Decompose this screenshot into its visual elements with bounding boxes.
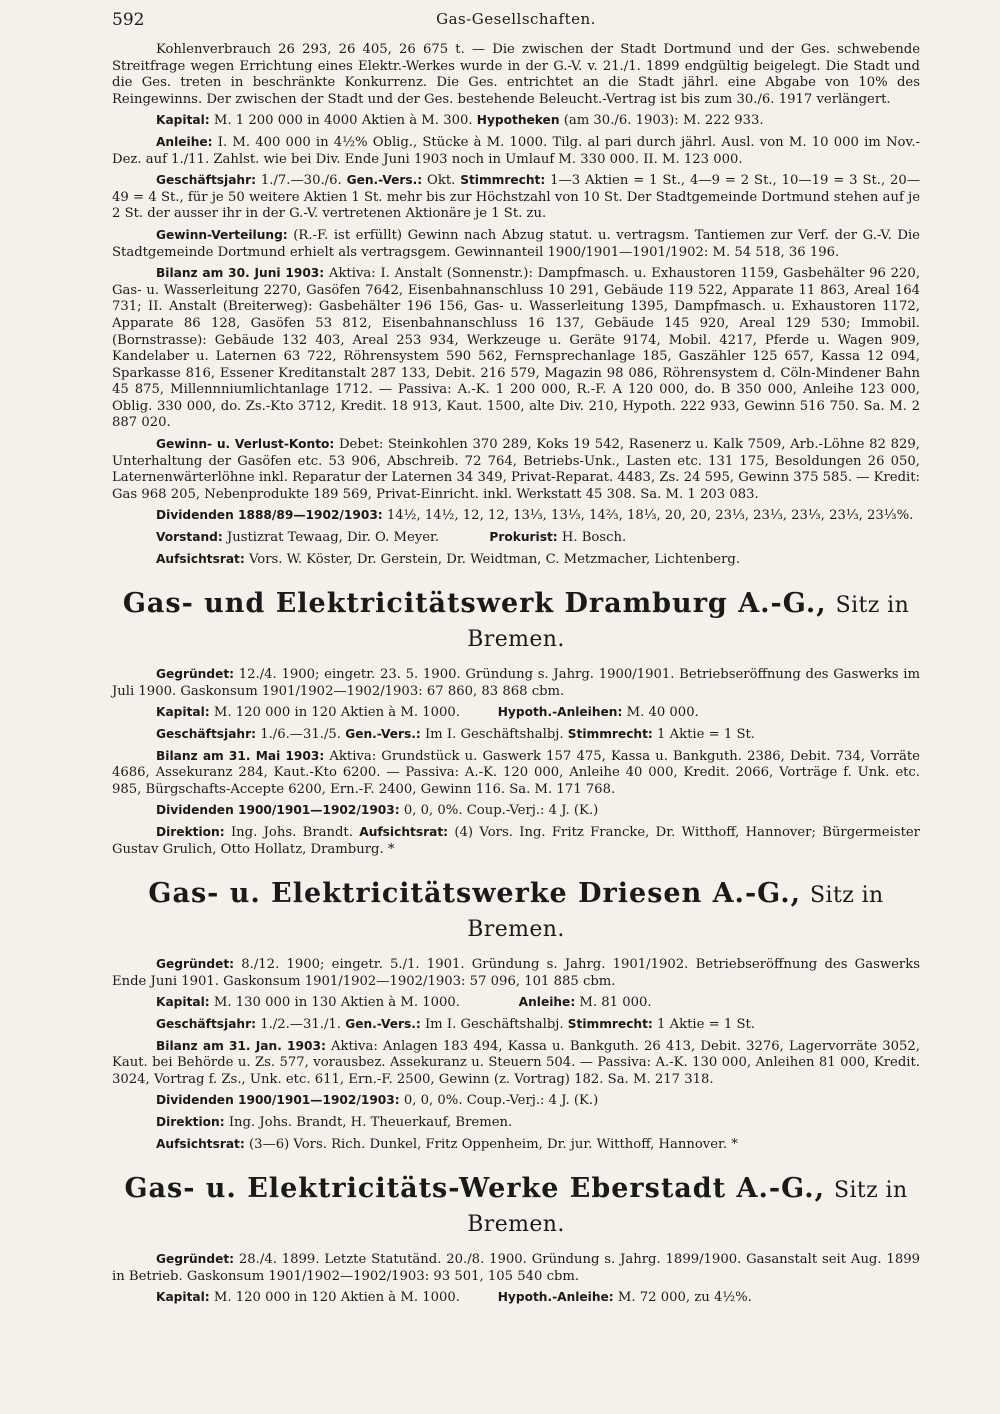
page-header [112,10,920,36]
driesen-balance: Bilanz am 31. Jan. 1903: Aktiva: Anlagen 183 494, Kassa u. Bankguth. 26 413, Debit. 3276, Lagervorräte 3052, Kaut. bei Behörde u. Zs. 577, vorausbez. Assekuranz u. Steuern 504. — Passiva: A.-K. 130 000, Anleihen 81 000, Kredit. 3024, Vortrag f. Zs., Unk. etc. 611, Ern.-F. 2500, Gewinn (z. Vortrag) 182. Sa. M. 217 318. [112,1038,921,1087]
company-heading-dramburg: Gas- und Elektricitätswerk Dramburg A.-G., Sitz in Bremen. [122,588,910,653]
entry-dividends: Dividenden 1888/89—1902/1903: 14½, 14½, 12, 12, 13⅓, 13⅓, 14⅔, 18⅓, 20, 20, 23⅓, 23⅓, 23⅓, 23⅓, 23⅓%. [156,508,914,524]
entry-profit-distribution: Gewinn-Verteilung: (R.-F. ist erfüllt) Gewinn nach Abzug statut. u. vertragsm. Tantiemen zur Verf. der G.-V. Die Stadtgemeinde Dortmund erhielt als vertragsgem. Gewinnanteil 1900/1901—1901/1902: M. 54 518, 36 196. [112,227,920,260]
running-head: Gas-Gesellschaften. [436,10,596,28]
entry-balance: Bilanz am 30. Juni 1903: Aktiva: I. Anstalt (Sonnenstr.): Dampfmasch. u. Exhaustoren 1159, Gasbehälter 96 220, Gas- u. Wasserleitung 2270, Gasöfen 7642, Eisenbahnanschluss 10 291, Gebäude 119 522, Apparate 11 863, Areal 164 731; II. Anstalt (Breiterweg): Gasbehälter 196 156, Gas- u. Wasserleitung 1395, Dampfmasch. u. Exhaustoren 1172, Apparate 86 128, Gasöfen 53 812, Eisenbahnanschluss 16 137, Gebäude 145 920, Areal 129 530; Immobil. (Bornstrasse): Gebäude 132 403, Areal 253 934, Werkzeuge u. Geräte 9174, Mobil. 4217, Pferde u. Wagen 909, Kandelaber u. Laternen 63 722, Röhrensystem 590 562, Fernsprechanlage 185, Gaszähler 125 657, Kassa 12 094, Sparkasse 816, Essener Kreditanstalt 287 133, Debit. 216 579, Magazin 98 086, Röhrensystem d. Cöln-Mindener Bahn 45 875, Millennniumlichtanlage 1712. — Passiva: A.-K. 1 200 000, R.-F. A 120 000, do. B 350 000, Anleihe 123 000, Oblig. 330 000, do. Zs.-Kto 3712, Kredit. 18 913, Kaut. 1500, alte Div. 210, Hypoth. 222 933, Gewinn 516 750. Sa. M. 2 887 020. [112,266,921,431]
dramburg-fiscal: Geschäftsjahr: 1./6.—31./5. Gen.-Vers.: Im I. Geschäftshalbj. Stimmrecht: 1 Aktie = 1 St. [156,727,755,742]
dramburg-capital: Kapital: M. 120 000 in 120 Aktien à M. 1000. Hypoth.-Anleihen: M. 40 000. [156,705,699,721]
entry-intro: Kohlenverbrauch 26 293, 26 405, 26 675 t. — Die zwischen der Stadt Dortmund und der Ges. schwebende Streitfrage wegen Errichtung eines Elektr.-Werkes wurde in der G.-V. v. 21./1. 1899 endgültig beigelegt. Die Stadt und die Ges. treten in beschränkte Konkurrenz. Die Ges. entrichtet an die Stadt jährl. eine Abgabe von 10% des Reingewinns. Der zwischen der Stadt und der Ges. bestehende Beleucht.-Vertrag ist bis zum 30./6. 1917 verlängert. [112,42,920,107]
entry-capital: Kapital: M. 1 200 000 in 4000 Aktien à M. 300. Hypotheken (am 30./6. 1903): M. 222 933. [156,113,764,129]
company-heading-eberstadt: Gas- u. Elektricitäts-Werke Eberstadt A.-G., Sitz in Bremen. [124,1173,908,1238]
company-heading-driesen: Gas- u. Elektricitätswerke Driesen A.-G., Sitz in Bremen. [148,878,884,943]
entry-board: Vorstand: Justizrat Tewaag, Dir. O. Meyer. Prokurist: H. Bosch. [156,530,627,546]
driesen-capital: Kapital: M. 130 000 in 130 Aktien à M. 1000. Anleihe: M. 81 000. [156,995,652,1011]
driesen-dividends: Dividenden 1900/1901—1902/1903: 0, 0, 0%. Coup.-Verj.: 4 J. (K.) [156,1093,599,1109]
entry-bond: Anleihe: I. M. 400 000 in 4½% Oblig., Stücke à M. 1000. Tilg. al pari durch jährl. Ausl. von M. 10 000 im Nov.-Dez. auf 1./11. Zahlst. wie bei Div. Ende Juni 1903 noch in Umlauf M. 330 000. II. M. 123 000. [112,134,920,167]
eberstadt-capital: Kapital: M. 120 000 in 120 Aktien à M. 1000. Hypoth.-Anleihe: M. 72 000, zu 4½%. [156,1290,752,1306]
dramburg-balance: Bilanz am 31. Mai 1903: Aktiva: Grundstück u. Gaswerk 157 475, Kassa u. Bankguth. 2386, Debit. 734, Vorräte 4686, Assekuranz 284, Kaut.-Kto 6200. — Passiva: A.-K. 120 000, Anleihe 40 000, Kredit. 2066, Vorträge f. Unk. etc. 985, Bürgschafts-Accepte 6200, Ern.-F. 2400, Gewinn 116. Sa. M. 171 768. [112,748,920,797]
driesen-founded: Gegründet: 8./12. 1900; eingetr. 5./1. 1901. Gründung s. Jahrg. 1901/1902. Betriebseröffnung des Gaswerks Ende Juni 1901. Gaskonsum 1901/1902—1902/1903: 57 096, 101 885 cbm. [112,957,920,989]
dramburg-management: Direktion: Ing. Johs. Brandt. Aufsichtsrat: (4) Vors. Ing. Fritz Francke, Dr. Witthoff, Hannover; Bürgermeister Gustav Grulich, Otto Hollatz, Dramburg. * [112,824,920,857]
text-column [112,42,920,1311]
driesen-management: Direktion: Ing. Johs. Brandt, H. Theuerkauf, Bremen. [156,1114,513,1130]
entry-supervisory: Aufsichtsrat: Vors. W. Köster, Dr. Gerstein, Dr. Weidtman, C. Metzmacher, Lichtenberg. [156,551,741,567]
dramburg-founded: Gegründet: 12./4. 1900; eingetr. 23. 5. 1900. Gründung s. Jahrg. 1900/1901. Betriebseröffnung des Gaswerks im Juli 1900. Gaskonsum 1901/1902—1902/1903: 67 860, 83 868 cbm. [112,667,920,699]
driesen-supervisory: Aufsichtsrat: (3—6) Vors. Rich. Dunkel, Fritz Oppenheim, Dr. jur. Witthoff, Hannover. * [156,1136,738,1152]
driesen-fiscal: Geschäftsjahr: 1./2.—31./1. Gen.-Vers.: Im I. Geschäftshalbj. Stimmrecht: 1 Aktie = 1 St. [156,1016,755,1032]
entry-profit-loss: Gewinn- u. Verlust-Konto: Debet: Steinkohlen 370 289, Koks 19 542, Rasenerz u. Kalk 7509, Arb.-Löhne 82 829, Unterhaltung der Gasöfen etc. 53 906, Abschreib. 72 764, Betriebs-Unk., Lasten etc. 131 175, Besoldungen 26 050, Laternenwärterlöhne inkl. Reparatur der Laternen 34 349, Privat-Reparat. 4483, Zs. 24 595, Gewinn 375 585. — Kredit: Gas 968 205, Nebenprodukte 189 569, Privat-Einricht. inkl. Werkstatt 45 308. Sa. M. 1 203 083. [112,437,920,502]
page-number: 592 [112,10,145,30]
eberstadt-founded: Gegründet: 28./4. 1899. Letzte Statutänd. 20./8. 1900. Gründung s. Jahrg. 1899/1900. Gasanstalt seit Aug. 1899 in Betrieb. Gaskonsum 1901/1902—1902/1903: 93 501, 105 540 cbm. [112,1252,920,1284]
dramburg-dividends: Dividenden 1900/1901—1902/1903: 0, 0, 0%. Coup.-Verj.: 4 J. (K.) [156,803,599,819]
entry-fiscal: Geschäftsjahr: 1./7.—30./6. Gen.-Vers.: Okt. Stimmrecht: 1—3 Aktien = 1 St., 4—9 = 2 St., 10—19 = 3 St., 20—49 = 4 St., für je 50 weitere Aktien 1 St. mehr bis zur Höchstzahl von 10 St. Der Stadtgemeinde Dortmund stehen auf je 2 St. der ausser ihr in der G.-V. vertretenen Aktionäre je 1 St. zu. [112,173,921,222]
